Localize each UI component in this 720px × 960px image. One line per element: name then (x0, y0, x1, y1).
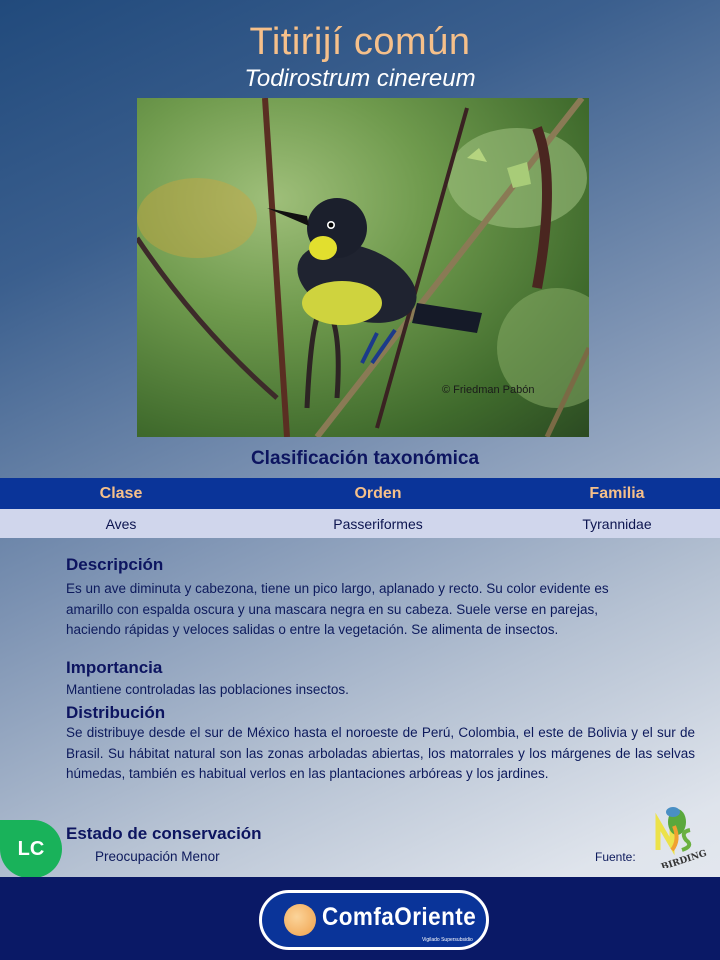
taxonomy-header-row (0, 478, 720, 509)
taxonomy-value-orden: Passeriformes (333, 515, 423, 532)
species-common-name: Titirijí común (249, 21, 471, 63)
comfaoriente-logo (259, 890, 489, 950)
taxonomy-header-clase: Clase (99, 484, 143, 502)
descripcion-line: amarillo con espalda oscura y una mascara negra en su cabeza. Suele verse en parejas, (66, 601, 599, 617)
conservation-status-badge: LC (0, 820, 62, 878)
svg-text:BIRDING: BIRDING (660, 848, 709, 868)
descripcion-line: Es un ave diminuta y cabezona, tiene un pico largo, aplanado y recto. Su color evidente es (66, 581, 609, 596)
source-label: Fuente: (595, 850, 636, 864)
descripcion-heading: Descripción (66, 555, 164, 574)
bird-photo (137, 98, 589, 437)
birding-logo (650, 800, 712, 868)
distribucion-text: Se distribuye desde el sur de México hasta el noroeste de Perú, Colombia, el este de Bolivia y el sur de Brasil. Su hábitat natural son las zonas arboladas abiertas, los matorrales y los márgenes de las selvas húmedas, también es habitual verlos en las plantaciones arbóreas y los jardines. (66, 725, 695, 781)
logo-subtext: Vigilado Supersubsidio (422, 937, 473, 943)
importancia-heading: Importancia (66, 658, 163, 677)
descripcion-line: haciendo rápidas y veloces salidas o entre la vegetación. Se alimenta de insectos. (66, 622, 559, 637)
species-scientific-name: Todirostrum cinereum (244, 65, 476, 92)
conservacion-heading: Estado de conservación (66, 824, 262, 843)
comfaoriente-emblem-icon (284, 904, 316, 936)
birding-bird-icon (650, 800, 712, 868)
logo-text: ComfaOriente (322, 903, 477, 931)
taxonomy-value-row (0, 509, 720, 538)
taxonomy-value-familia: Tyrannidae (582, 515, 652, 532)
taxonomy-header-familia: Familia (589, 484, 645, 502)
photo-credit: © Friedman Pabón (442, 384, 535, 396)
taxonomy-header-orden: Orden (354, 484, 402, 502)
descripcion-text (66, 579, 609, 641)
distribucion-heading: Distribución (66, 703, 166, 722)
taxonomy-title: Clasificación taxonómica (250, 448, 480, 469)
importancia-text: Mantiene controladas las poblaciones insectos. (66, 682, 349, 697)
conservacion-status-text: Preocupación Menor (95, 849, 220, 864)
taxonomy-value-clase: Aves (105, 515, 137, 532)
